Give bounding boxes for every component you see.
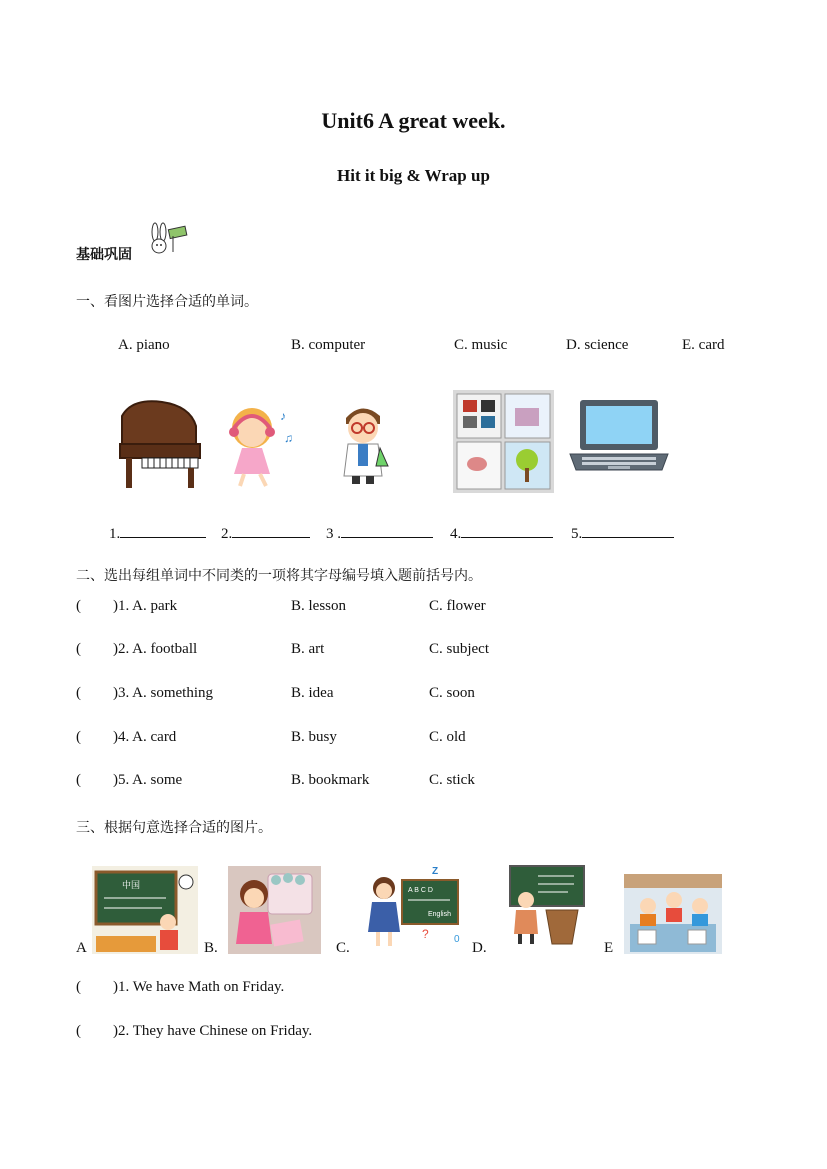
board-text-abc: A B C D [408,887,433,894]
blank-5-line[interactable] [582,523,674,538]
blank-4-line[interactable] [461,523,553,538]
pic-label-d: D. [472,940,487,956]
q2-1-paren[interactable]: ( [76,598,81,614]
q2-3-paren[interactable]: ( [76,685,81,701]
blank-3[interactable] [326,523,433,543]
blank-2-line[interactable] [232,523,310,538]
blank-3-line[interactable] [341,523,433,538]
q3-2-text: )2. They have Chinese on Friday. [113,1023,313,1039]
q2-4-a: )4. A. card [113,729,177,745]
blank-1[interactable] [109,523,206,543]
option-d: D. science [566,337,629,353]
option-c: C. music [454,337,508,353]
q2-4-b: B. busy [291,729,337,745]
board-text-chinese: 中国 [122,881,141,891]
option-e: E. card [682,337,725,353]
piano-icon [112,396,204,492]
blank-2[interactable] [221,523,310,543]
q2-2-b: B. art [291,641,325,657]
svg-text:♪: ♪ [280,409,286,423]
laptop-icon [568,398,670,476]
section3-heading: 三、根据句意选择合适的图片。 [76,820,272,836]
page-title: Unit6 A great week. [321,108,506,133]
svg-text:♫: ♫ [284,431,293,445]
q2-3-b: B. idea [291,685,334,701]
q3-1-text: )1. We have Math on Friday. [113,979,285,995]
board-text-english: English [428,911,451,918]
children-drawing-icon [624,874,722,954]
q2-1-c: C. flower [429,598,486,614]
q2-4-paren[interactable]: ( [76,729,81,745]
q2-1-a: )1. A. park [113,598,178,614]
greeting-cards-icon [453,390,554,493]
english-teacher-icon [362,862,466,952]
boy-scientist-icon [328,398,398,486]
q3-1-paren[interactable]: ( [76,979,81,995]
blank-1-line[interactable] [120,523,206,538]
blank-1-label: 1. [109,526,121,542]
q3-2-paren[interactable]: ( [76,1023,81,1039]
blank-4[interactable] [450,523,553,543]
teacher-blackboard-icon [508,864,588,946]
girl-card-icon [228,866,321,954]
q2-3-a: )3. A. something [113,685,213,701]
girl-headphones-icon [212,398,302,490]
q2-4-c: C. old [429,729,466,745]
section1-heading: 一、看图片选择合适的单词。 [76,294,258,310]
svg-text:Z: Z [432,866,439,877]
q2-2-a: )2. A. football [113,641,198,657]
option-a: A. piano [118,337,170,353]
pic-label-e: E [604,940,614,956]
q2-1-b: B. lesson [291,598,347,614]
basic-heading: 基础巩固 [76,247,132,263]
blank-4-label: 4. [450,526,462,542]
q2-3-c: C. soon [429,685,475,701]
blank-2-label: 2. [221,526,233,542]
svg-text:0: 0 [454,934,460,945]
pic-label-b: B. [204,940,218,956]
q2-2-c: C. subject [429,641,489,657]
q2-5-a: )5. A. some [113,772,183,788]
svg-text:?: ? [422,927,429,941]
section2-heading: 二、选出每组单词中不同类的一项将其字母编号填入题前括号内。 [76,568,482,584]
q2-5-c: C. stick [429,772,475,788]
page-subtitle: Hit it big & Wrap up [337,166,490,185]
q2-5-b: B. bookmark [291,772,370,788]
pic-label-a: A [76,940,87,956]
blank-3-label: 3 . [326,526,341,542]
blank-5[interactable] [571,523,674,543]
q2-5-paren[interactable]: ( [76,772,81,788]
pic-label-c: C. [336,940,350,956]
bunny-sign-icon [143,222,189,256]
blank-5-label: 5. [571,526,583,542]
q2-2-paren[interactable]: ( [76,641,81,657]
chinese-class-icon [92,866,198,954]
option-b: B. computer [291,337,366,353]
